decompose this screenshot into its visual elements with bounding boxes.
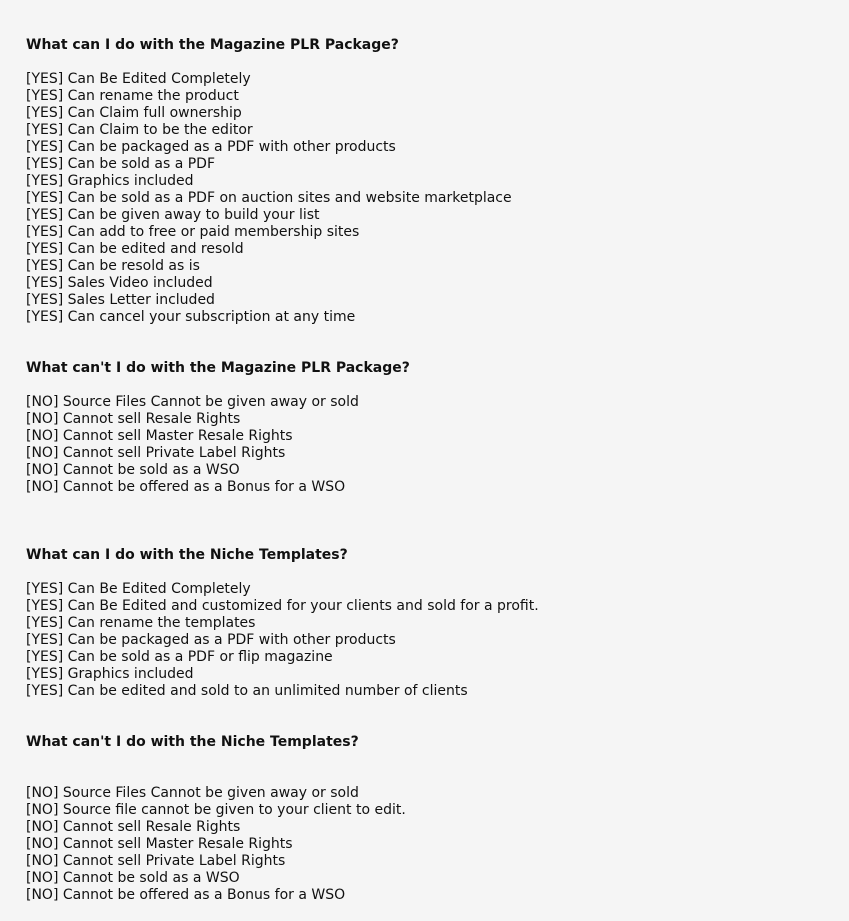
list-item: [YES] Can be sold as a PDF or flip magazine (26, 649, 333, 665)
list-item: [NO] Cannot be offered as a Bonus for a WSO (26, 887, 346, 903)
list-item: [NO] Source file cannot be given to your client to edit. (26, 802, 406, 818)
list-item: [NO] Cannot sell Resale Rights (26, 411, 241, 427)
list-item: [YES] Can be sold as a PDF (26, 156, 215, 172)
permission-list (26, 71, 826, 326)
list-item: [YES] Can be packaged as a PDF with other products (26, 632, 396, 648)
list-item: [YES] Can Claim full ownership (26, 105, 242, 121)
list-item: [YES] Can Be Edited Completely (26, 71, 251, 87)
list-item: [NO] Cannot sell Private Label Rights (26, 445, 286, 461)
magazine-can-do-section (26, 37, 826, 326)
list-item: [YES] Can cancel your subscription at any time (26, 309, 356, 325)
list-item: [YES] Can be sold as a PDF on auction sites and website marketplace (26, 190, 512, 206)
list-item: [YES] Can be resold as is (26, 258, 200, 274)
templates-can-do-section (26, 547, 826, 700)
list-item: [NO] Cannot sell Private Label Rights (26, 853, 286, 869)
section-heading: What can't I do with the Niche Templates? (26, 734, 359, 750)
restriction-list (26, 785, 826, 904)
section-heading: What can't I do with the Magazine PLR Package? (26, 360, 410, 376)
list-item: [YES] Can Be Edited and customized for your clients and sold for a profit. (26, 598, 539, 614)
list-item: [YES] Can Be Edited Completely (26, 581, 251, 597)
list-item: [NO] Cannot be sold as a WSO (26, 462, 240, 478)
section-heading: What can I do with the Magazine PLR Package? (26, 37, 399, 53)
list-item: [NO] Source Files Cannot be given away or sold (26, 785, 359, 801)
list-item: [YES] Can be edited and sold to an unlimited number of clients (26, 683, 468, 699)
list-item: [YES] Can Claim to be the editor (26, 122, 253, 138)
list-item: [YES] Can rename the templates (26, 615, 256, 631)
list-item: [YES] Graphics included (26, 173, 194, 189)
list-item: [NO] Cannot sell Master Resale Rights (26, 428, 293, 444)
permission-list (26, 581, 826, 700)
list-item: [NO] Cannot sell Resale Rights (26, 819, 241, 835)
list-item: [YES] Can be given away to build your list (26, 207, 320, 223)
list-item: [NO] Cannot be sold as a WSO (26, 870, 240, 886)
section-heading: What can I do with the Niche Templates? (26, 547, 348, 563)
list-item: [YES] Sales Video included (26, 275, 213, 291)
list-item: [NO] Cannot be offered as a Bonus for a WSO (26, 479, 346, 495)
list-item: [YES] Can rename the product (26, 88, 239, 104)
templates-cannot-do-section (26, 734, 826, 904)
list-item: [YES] Can be edited and resold (26, 241, 244, 257)
magazine-cannot-do-section (26, 360, 826, 496)
list-item: [YES] Can add to free or paid membership sites (26, 224, 360, 240)
list-item: [YES] Graphics included (26, 666, 194, 682)
restriction-list (26, 394, 826, 496)
list-item: [YES] Sales Letter included (26, 292, 215, 308)
list-item: [YES] Can be packaged as a PDF with other products (26, 139, 396, 155)
list-item: [NO] Cannot sell Master Resale Rights (26, 836, 293, 852)
list-item: [NO] Source Files Cannot be given away or sold (26, 394, 359, 410)
